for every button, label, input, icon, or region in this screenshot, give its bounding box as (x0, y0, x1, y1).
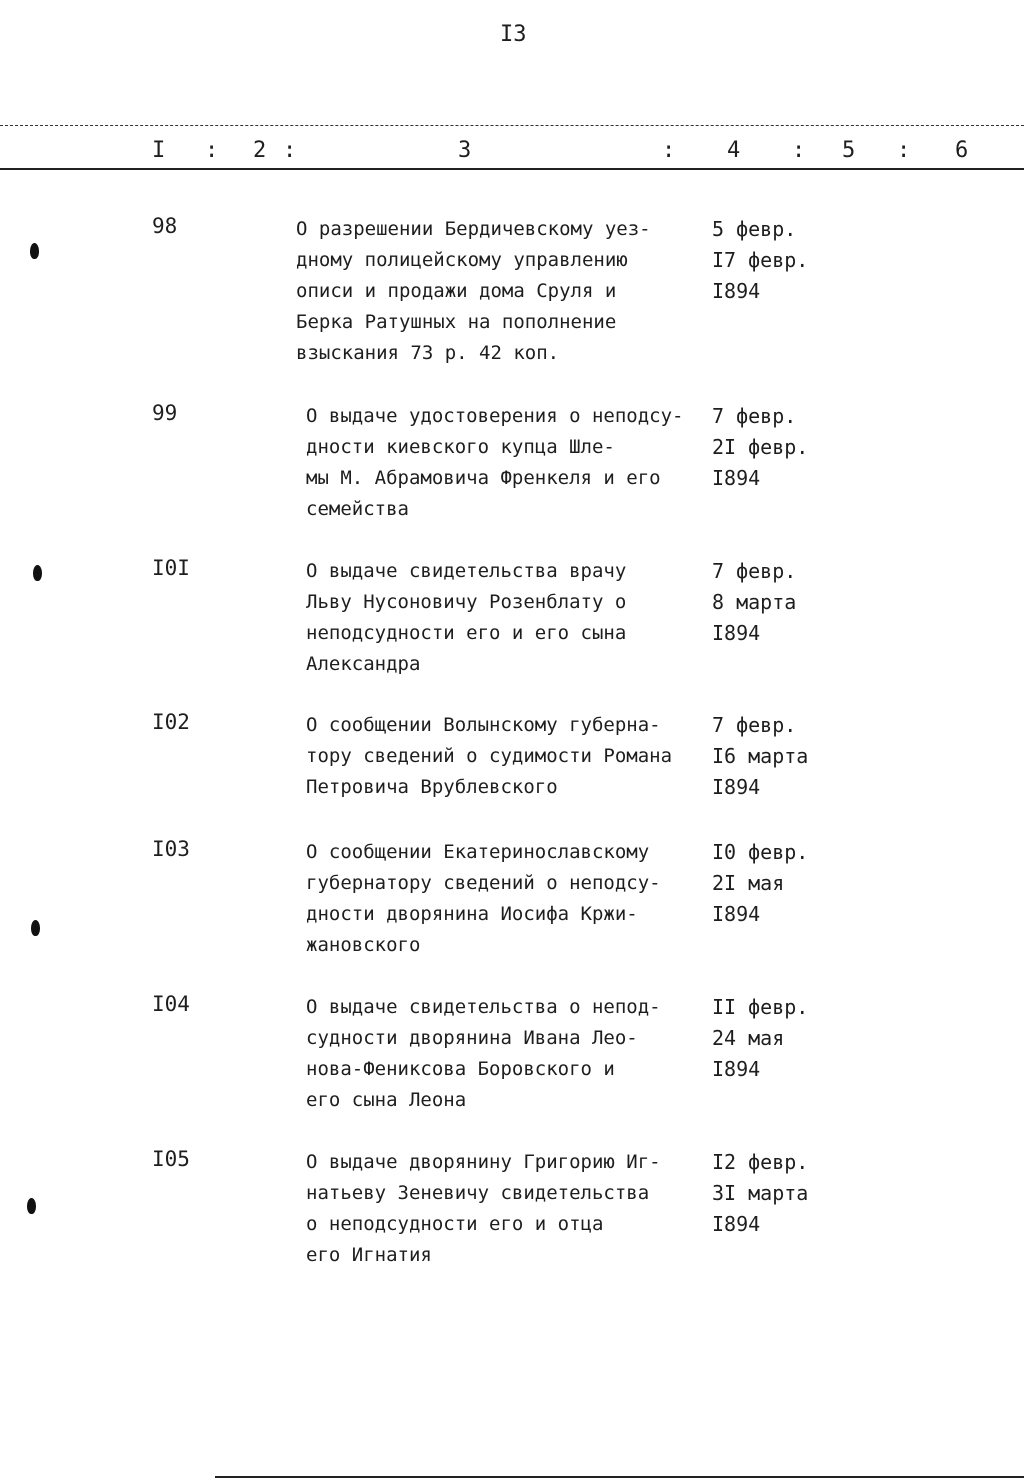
entry-number: I03 (152, 837, 190, 861)
entry-dates (712, 1147, 808, 1240)
column-separator: : (283, 138, 297, 163)
date-end: 24 мая (712, 1026, 785, 1050)
date-year: I894 (712, 1212, 761, 1236)
description-line: судности дворянина Ивана Лео- (306, 1027, 638, 1049)
column-separator: : (897, 138, 911, 163)
entry-number: I0I (152, 556, 190, 580)
description-line: нова-Фениксова Боровского и (306, 1058, 615, 1080)
punch-hole-mark (33, 565, 42, 581)
entry-number: I05 (152, 1147, 190, 1171)
description-line: Льву Нусоновичу Розенблату о (306, 591, 627, 613)
description-line: жановского (306, 934, 421, 956)
entry-description (306, 401, 726, 525)
column-header-6: 6 (955, 138, 969, 163)
header-rule-bottom (0, 168, 1024, 170)
description-line: его Игнатия (306, 1244, 432, 1266)
description-line: мы М. Абрамовича Френкеля и его (306, 467, 661, 489)
date-year: I894 (712, 279, 761, 303)
entry-description (306, 1147, 726, 1271)
date-year: I894 (712, 621, 761, 645)
column-separator: : (205, 138, 219, 163)
date-end: 3I марта (712, 1181, 809, 1205)
date-start: II февр. (712, 995, 809, 1019)
page-number: I3 (500, 22, 527, 47)
date-end: I7 февр. (712, 248, 809, 272)
description-line: Петровича Врублевского (306, 776, 558, 798)
punch-hole-mark (31, 920, 40, 936)
date-start: 7 февр. (712, 713, 797, 737)
entry-dates (712, 837, 808, 930)
date-year: I894 (712, 775, 761, 799)
description-line: тору сведений о судимости Романа (306, 745, 673, 767)
date-end: 8 марта (712, 590, 797, 614)
description-line: взыскания 73 р. 42 коп. (296, 342, 560, 364)
description-line: губернатору сведений о неподсу- (306, 872, 661, 894)
punch-hole-mark (27, 1198, 36, 1214)
column-header-3: 3 (458, 138, 472, 163)
entry-description (306, 710, 726, 803)
date-start: 7 февр. (712, 404, 797, 428)
description-line: натьеву Зеневичу свидетельства (306, 1182, 650, 1204)
date-end: I6 марта (712, 744, 809, 768)
column-separator: : (662, 138, 676, 163)
date-year: I894 (712, 1057, 761, 1081)
entry-number: I04 (152, 992, 190, 1016)
column-header-5: 5 (842, 138, 856, 163)
description-line: О выдаче удостоверения о неподсу- (306, 405, 684, 427)
bottom-rule (215, 1476, 1024, 1478)
entry-dates (712, 710, 808, 803)
date-start: 5 февр. (712, 217, 797, 241)
description-line: О разрешении Бердичевскому уез- (296, 218, 651, 240)
entry-dates (712, 401, 808, 494)
entry-description (296, 214, 716, 369)
column-separator: : (792, 138, 806, 163)
date-year: I894 (712, 466, 761, 490)
description-line: Берка Ратушных на пополнение (296, 311, 617, 333)
date-end: 2I февр. (712, 435, 809, 459)
entry-dates (712, 556, 796, 649)
description-line: дному полицейскому управлению (296, 249, 628, 271)
entry-number: I02 (152, 710, 190, 734)
entry-dates (712, 992, 808, 1085)
column-header-I: I (152, 138, 166, 163)
description-line: дности киевского купца Шле- (306, 436, 615, 458)
description-line: О выдаче дворянину Григорию Иг- (306, 1151, 661, 1173)
header-rule-top (0, 125, 1024, 126)
description-line: О сообщении Екатеринославскому (306, 841, 650, 863)
description-line: О сообщении Волынскому губерна- (306, 714, 661, 736)
description-line: Александра (306, 653, 421, 675)
date-start: I0 февр. (712, 840, 809, 864)
description-line: описи и продажи дома Сруля и (296, 280, 617, 302)
description-line: семейства (306, 498, 409, 520)
entry-dates (712, 214, 808, 307)
description-line: О выдаче свидетельства о непод- (306, 996, 661, 1018)
description-line: дности дворянина Иосифа Кржи- (306, 903, 638, 925)
description-line: неподсудности его и его сына (306, 622, 627, 644)
entry-description (306, 992, 726, 1116)
description-line: его сына Леона (306, 1089, 467, 1111)
entry-number: 98 (152, 214, 178, 238)
date-end: 2I мая (712, 871, 785, 895)
date-start: 7 февр. (712, 559, 797, 583)
column-header-2: 2 (253, 138, 267, 163)
entry-description (306, 837, 726, 961)
date-year: I894 (712, 902, 761, 926)
description-line: о неподсудности его и отца (306, 1213, 604, 1235)
column-header-4: 4 (727, 138, 741, 163)
description-line: О выдаче свидетельства врачу (306, 560, 627, 582)
date-start: I2 февр. (712, 1150, 809, 1174)
entry-number: 99 (152, 401, 178, 425)
entry-description (306, 556, 726, 680)
punch-hole-mark (30, 243, 39, 259)
